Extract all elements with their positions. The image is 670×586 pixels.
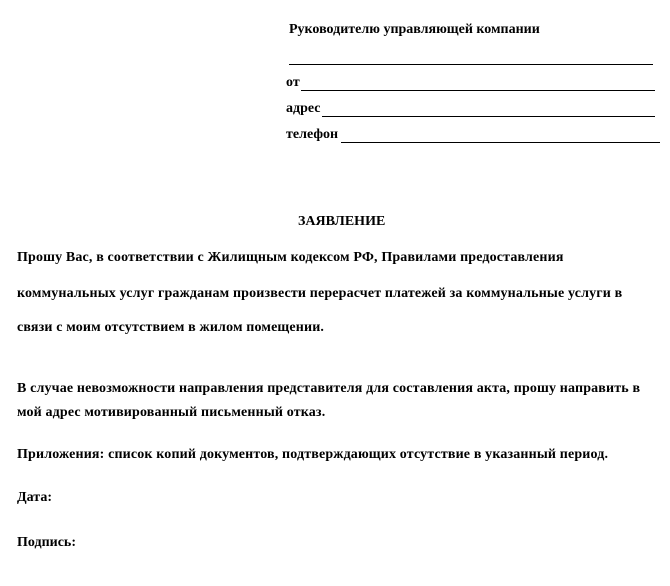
- paragraph-1-line-1: Прошу Вас, в соответствии с Жилищным кодексом РФ, Правилами предоставления: [17, 250, 564, 265]
- address-label: адрес: [286, 101, 321, 116]
- attachments-line: Приложения: список копий документов, подтверждающих отсутствие в указанный период.: [17, 447, 609, 462]
- addressee-line: Руководителю управляющей компании: [289, 22, 540, 37]
- paragraph-1-line-3: связи с моим отсутствием в жилом помещении.: [17, 320, 325, 335]
- phone-blank-line: [341, 142, 660, 143]
- paragraph-2-line-2: мой адрес мотивированный письменный отказ.: [17, 405, 326, 420]
- address-blank-line: [322, 116, 655, 117]
- date-label: Дата:: [17, 490, 52, 505]
- addressee-blank-line: [289, 64, 653, 65]
- from-blank-line: [301, 90, 655, 91]
- phone-label: телефон: [286, 127, 339, 142]
- document-title: ЗАЯВЛЕНИЕ: [298, 214, 386, 229]
- signature-label: Подпись:: [17, 535, 76, 550]
- paragraph-1-line-2: коммунальных услуг гражданам произвести перерасчет платежей за коммунальные услуги в: [17, 286, 623, 301]
- paragraph-2-line-1: В случае невозможности направления представителя для составления акта, прошу направить в: [17, 381, 641, 396]
- from-label: от: [286, 75, 300, 90]
